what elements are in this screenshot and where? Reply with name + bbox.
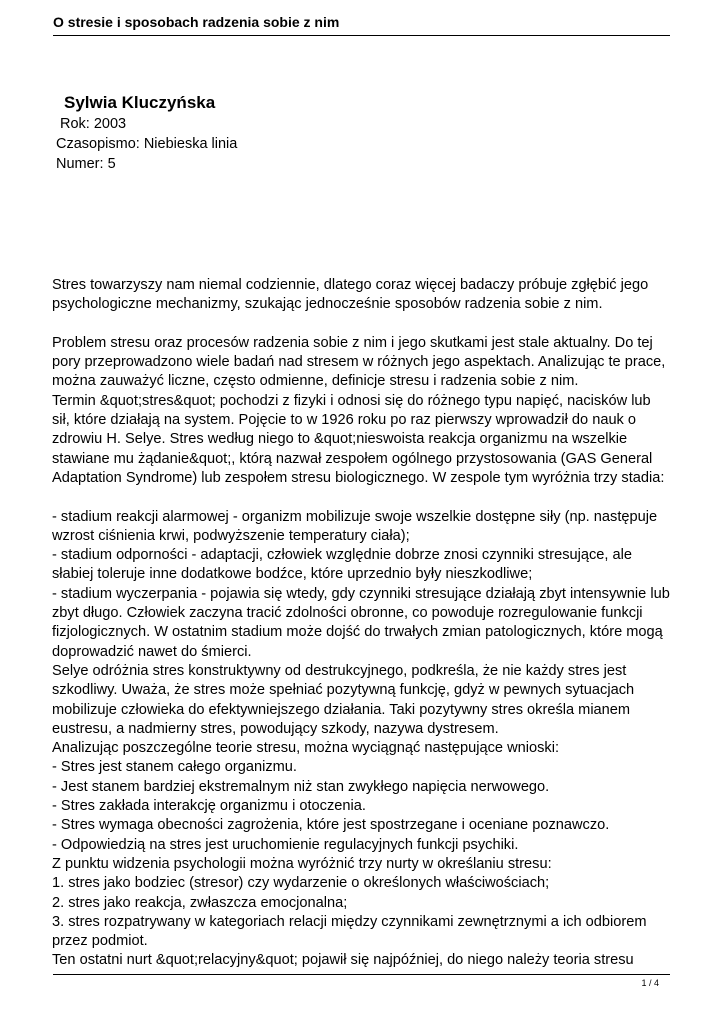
- body-text-line: doprowadzić nawet do śmierci.: [52, 643, 252, 660]
- body-text-line: Stres towarzyszy nam niemal codziennie, dlatego coraz więcej badaczy próbuje zgłębić jego: [52, 277, 649, 293]
- journal-name: Czasopismo: Niebieska linia: [56, 136, 238, 152]
- footer-divider: [53, 974, 670, 975]
- body-text-line: Adaptation Syndrome) lub zespołem stresu biologicznego. W zespole tym wyróżnia trzy stadia:: [52, 469, 665, 486]
- author-name: Sylwia Kluczyńska: [64, 93, 216, 112]
- body-text-line: - Stres wymaga obecności zagrożenia, które jest spostrzegane i oceniane poznawczo.: [52, 817, 610, 834]
- body-text-line: słabiej toleruje inne dodatkowe bodźce, które uprzednio były nieszkodliwe;: [52, 566, 533, 583]
- body-text-line: - Stres zakłada interakcję organizmu i otoczenia.: [52, 798, 366, 815]
- body-text-line: pory przeprowadzono wiele badań nad stresem w różnych jego aspektach. Analizując te prace,: [52, 354, 666, 371]
- publication-year: Rok: 2003: [60, 116, 127, 132]
- body-text-line: - Odpowiedzią na stres jest uruchomienie regulacyjnych funkcji psychiki.: [52, 836, 519, 853]
- body-text-line: szkodliwy. Uważa, że stres może spełniać pozytywną funkcję, gdyż w pewnych sytuacjach: [52, 682, 635, 699]
- body-text-line: 1. stres jako bodziec (stresor) czy wydarzenie o określonych właściwościach;: [52, 875, 550, 892]
- body-text-line: mobilizuje człowieka do efektywniejszego działania. Taki pozytywny stres określa mianem: [52, 701, 631, 718]
- running-header-title: O stresie i sposobach radzenia sobie z nim: [53, 14, 340, 30]
- body-text-line: Problem stresu oraz procesów radzenia sobie z nim i jego skutkami jest stale aktualny. Do tej: [52, 334, 653, 351]
- body-text-line: - stadium reakcji alarmowej - organizm mobilizuje swoje wszelkie dostępne siły (np. następuje: [52, 508, 658, 525]
- paragraph-gap: [52, 315, 677, 334]
- body-text-line: - Stres jest stanem całego organizmu.: [52, 759, 297, 776]
- article-metadata: [56, 92, 237, 174]
- body-text-line: stawiane mu żądanie&quot;, którą nazwał zespołem ogólnego przystosowania (GAS General: [52, 450, 653, 467]
- body-text-line: - stadium wyczerpania - pojawia się wtedy, gdy czynniki stresujące działają zbyt intensywnie lub: [52, 585, 670, 602]
- body-text-line: 2. stres jako reakcja, zwłaszcza emocjonalna;: [52, 894, 348, 911]
- body-text-line: Selye odróżnia stres konstruktywny od destrukcyjnego, podkreśla, że nie każdy stres jest: [52, 662, 627, 679]
- body-text-line: zdrowiu H. Selye. Stres według niego to &quot;nieswoista reakcja organizmu na wszelkie: [52, 431, 628, 448]
- issue-number: Numer: 5: [56, 156, 116, 172]
- article-body: [52, 276, 677, 971]
- body-text-line: Z punktu widzenia psychologii można wyróżnić trzy nurty w określaniu stresu:: [52, 855, 552, 872]
- body-text-line: - Jest stanem bardziej ekstremalnym niż stan zwykłego napięcia nerwowego.: [52, 778, 550, 795]
- body-text-line: Analizując poszczególne teorie stresu, można wyciągnąć następujące wnioski:: [52, 740, 559, 757]
- header-divider: [53, 35, 670, 36]
- body-text-line: można zauważyć liczne, często odmienne, definicje stresu i radzenia sobie z nim.: [52, 373, 579, 390]
- body-text-line: - stadium odporności - adaptacji, człowiek względnie dobrze znosi czynniki stresujące, ale: [52, 547, 632, 564]
- body-text-line: fizjologicznych. W ostatnim stadium może dojść do trwałych zmian patologicznych, które mogą: [52, 624, 663, 641]
- body-text-line: zbyt długo. Człowiek zaczyna tracić zdolności obronne, co powoduje rozregulowanie funkcji: [52, 605, 643, 622]
- body-text-line: eustresu, a nadmierny stres, powodujący szkody, nazywa dystresem.: [52, 720, 499, 737]
- body-text-line: psychologiczne mechanizmy, szukając jednocześnie sposobów radzenia sobie z nim.: [52, 296, 603, 313]
- page-number: 1 / 4: [641, 978, 659, 988]
- body-text-line: wzrost ciśnienia krwi, podwyższenie temperatury ciała);: [52, 527, 410, 544]
- body-text-line: 3. stres rozpatrywany w kategoriach relacji między czynnikami zewnętrznymi a ich odbiorem: [52, 913, 647, 930]
- body-text-line: Termin &quot;stres&quot; pochodzi z fizyki i odnosi się do różnego typu napięć, nacisków lub: [52, 392, 651, 409]
- body-text-line: sił, które działają na system. Pojęcie to w 1926 roku po raz pierwszy wprowadził do nauk o: [52, 412, 637, 429]
- paragraph-gap: [52, 488, 677, 507]
- body-text-line: Ten ostatni nurt &quot;relacyjny&quot; pojawił się najpóźniej, do niego należy teoria stresu: [52, 952, 634, 969]
- body-text-line: przez podmiot.: [52, 933, 148, 950]
